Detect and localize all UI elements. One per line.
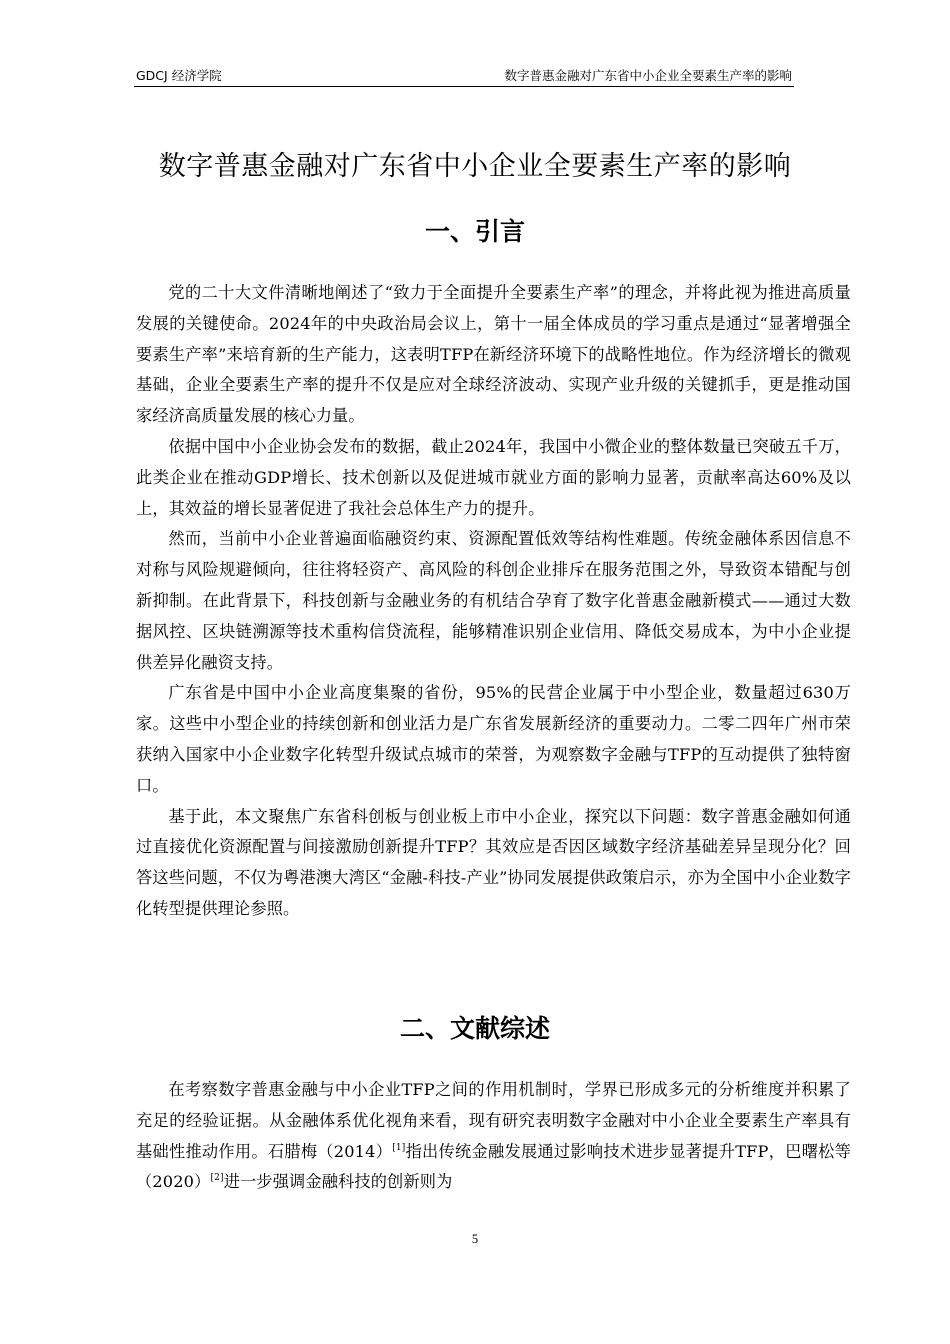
paragraph: [136, 1075, 851, 1198]
section-heading-introduction: 一、引言: [424, 217, 525, 246]
paragraph: 依据中国中小企业协会发布的数据，截止2024年，我国中小微企业的整体数量已突破五千万，此类企业在推动GDP增长、技术创新以及促进城市就业方面的影响力显著，贡献率高达60%及以上，其效益的增长显著促进了我社会总体生产力的提升。: [136, 436, 851, 518]
paragraph: 基于此，本文聚焦广东省科创板与创业板上市中小企业，探究以下问题：数字普惠金融如何通过直接优化资源配置与间接激励创新提升TFP？其效应是否因区域数字经济基础差异呈现分化？回答这些问题，不仅为粤港澳大湾区“金融-科技-产业”协同发展提供政策启示，亦为全国中小企业数字化转型提供理论参照。: [136, 806, 851, 918]
header-right: 数字普惠金融对广东省中小企业全要素生产率的影响: [504, 68, 792, 83]
paper-title: 数字普惠金融对广东省中小企业全要素生产率的影响: [158, 151, 792, 182]
paragraph: 然而，当前中小企业普遍面临融资约束、资源配置低效等结构性难题。传统金融体系因信息不对称与风险规避倾向，往往将轻资产、高风险的科创企业排斥在服务范围之外，导致资本错配与创新抑制。在此背景下，科技创新与金融业务的有机结合孕育了数字化普惠金融新模式——通过大数据风控、区块链溯源等技术重构信贷流程，能够精准识别企业信用、降低交易成本，为中小企业提供差异化融资支持。: [136, 529, 851, 672]
introduction-body: [136, 278, 851, 925]
section-heading-literature-review: 二、文献综述: [399, 1014, 550, 1043]
page-number: 5: [471, 1232, 479, 1246]
citation-1[interactable]: [1]: [392, 1142, 406, 1153]
text-run: 进一步强调金融科技的创新则为: [223, 1172, 453, 1192]
running-header: [136, 66, 792, 86]
header-left: GDCJ 经济学院: [136, 68, 222, 83]
paragraph: 党的二十大文件清晰地阐述了“致力于全面提升全要素生产率”的理念，并将此视为推进高质量发展的关键使命。2024年的中央政治局会议上，第十一届全体成员的学习重点是通过“显著增强全要素生产率”来培育新的生产能力，这表明TFP在新经济环境下的战略性地位。作为经济增长的微观基础，企业全要素生产率的提升不仅是应对全球经济波动、实现产业升级的关键抓手，更是推动国家经济高质量发展的核心力量。: [136, 283, 851, 426]
text-run: 在考察数字普惠金融与中小企业TFP之间的作用机制时，学界已形成多元的分析维度并积累了充足的经验证据。从金融体系优化视角来看，现有研究表明数字金融对中小企业全要素生产率具有基础性推动作用。石腊梅（2014）: [136, 1080, 851, 1161]
literature-review-body: [136, 1075, 851, 1198]
header-rule: [134, 86, 794, 87]
paragraph: 广东省是中国中小企业高度集聚的省份，95%的民营企业属于中小型企业，数量超过630万家。这些中小型企业的持续创新和创业活力是广东省发展新经济的重要动力。二零二四年广州市荣获纳入国家中小企业数字化转型升级试点城市的荣誉，为观察数字金融与TFP的互动提供了独特窗口。: [136, 683, 851, 795]
text-run: 指出传统金融发展通过影响技术进步显著提升TFP，巴曙松等（2020）: [136, 1141, 851, 1192]
citation-2[interactable]: [2]: [210, 1173, 224, 1184]
